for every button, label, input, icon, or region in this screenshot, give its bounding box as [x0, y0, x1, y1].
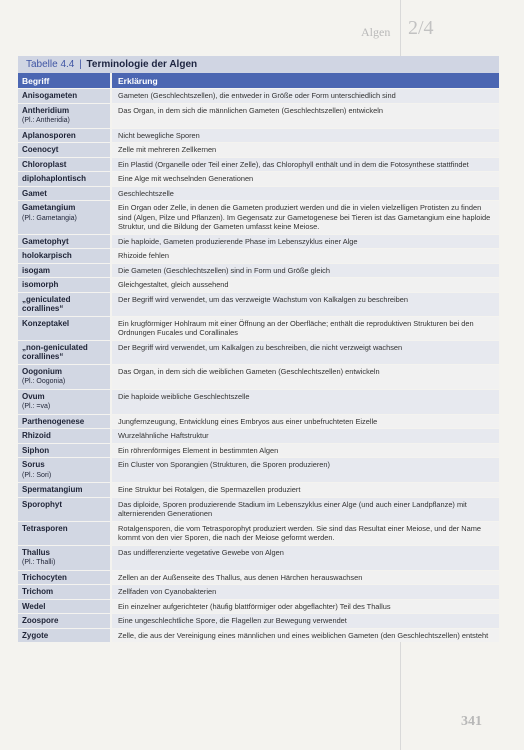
- definition-cell: Zellfaden von Cyanobakterien: [110, 584, 499, 599]
- table-row: [18, 443, 499, 458]
- definition-cell: Die haploide, Gameten produzierende Phase im Lebenszyklus einer Alge: [110, 234, 499, 249]
- table-row: [18, 277, 499, 292]
- definition-cell: Das undifferenzierte vegetative Gewebe von Algen: [110, 545, 499, 570]
- term-text: Wedel: [22, 601, 46, 611]
- definition-cell: Das Organ, in dem sich die männlichen Gameten (Geschlechtszellen) entwickeln: [110, 103, 499, 128]
- table-row: [18, 628, 499, 643]
- term-text: Spermatangium: [22, 485, 83, 494]
- definition-cell: Geschlechtszelle: [110, 186, 499, 201]
- term-cell: [18, 521, 110, 545]
- term-cell: [18, 263, 110, 278]
- term-text: Anisogameten: [22, 91, 78, 100]
- term-text: Antheridium: [22, 105, 70, 115]
- definition-cell: Zelle mit mehreren Zellkernen: [110, 142, 499, 157]
- table-row: [18, 200, 499, 234]
- term-cell: [18, 613, 110, 628]
- term-cell: [18, 443, 110, 458]
- term-cell: [18, 103, 110, 128]
- term-text: Konzeptakel: [22, 318, 70, 328]
- running-header-chapter: 2/4: [408, 17, 434, 39]
- definition-cell: Ein röhrenförmiges Element in bestimmten Algen: [110, 443, 499, 458]
- term-text: Chloroplast: [22, 159, 67, 169]
- term-cell: [18, 364, 110, 389]
- definition-cell: Rhizoide fehlen: [110, 248, 499, 263]
- table-row: [18, 584, 499, 599]
- definition-cell: Ein krugförmiger Hohlraum mit einer Öffnung an der Oberfläche; enthält die reproduktiven Strukturen bei den Ordnungen Fucales und Corallinales: [110, 316, 499, 340]
- table-row: [18, 316, 499, 340]
- definition-cell: Gleichgestaltet, gleich aussehend: [110, 277, 499, 292]
- table-grid: [18, 73, 499, 642]
- term-text: Tetrasporen: [22, 523, 68, 533]
- definition-cell: Wurzelähnliche Haftstruktur: [110, 428, 499, 443]
- term-text: Gamet: [22, 188, 47, 198]
- definition-cell: Zelle, die aus der Vereinigung eines männlichen und eines weiblichen Gameten (den Geschlechtszellen) entsteht: [110, 628, 499, 643]
- term-plural: (Pl.: =va): [22, 403, 51, 410]
- definition-cell: Das Organ, in dem sich die weiblichen Gameten (Geschlechtszellen) entwickeln: [110, 364, 499, 389]
- definition-cell: Die haploide weibliche Geschlechtszelle: [110, 389, 499, 414]
- table-row: [18, 157, 499, 172]
- term-text: Oogonium: [22, 366, 62, 376]
- table-row: [18, 364, 499, 389]
- term-plural: (Pl.: Antheridia): [22, 117, 70, 124]
- term-cell: [18, 88, 110, 103]
- term-text: Aplanosporen: [22, 130, 76, 140]
- table-row: [18, 545, 499, 570]
- column-header-term: Begriff: [18, 73, 110, 88]
- definition-cell: Ein Organ oder Zelle, in denen die Gameten produziert werden und die in vielen vielzelligen Protisten zu finden sind (Algen, Pilze und Pflanzen). Im Gegensatz zur Gametogenese bei Tieren ist das Gametangium eine haploide Struktur, und die Bildung der Gameten umfasst keine Meiose.: [110, 200, 499, 234]
- term-text: Siphon: [22, 445, 50, 455]
- term-cell: [18, 128, 110, 143]
- table-row: [18, 457, 499, 482]
- term-cell: [18, 200, 110, 234]
- term-text: „non-geniculated corallines“: [22, 342, 88, 361]
- term-cell: [18, 340, 110, 364]
- definition-cell: Der Begriff wird verwendet, um Kalkalgen zu beschreiben, die nicht verzweigt wachsen: [110, 340, 499, 364]
- table-body: [18, 88, 499, 642]
- table-row: [18, 263, 499, 278]
- table-row: [18, 171, 499, 186]
- table-row: [18, 88, 499, 103]
- term-text: holokarpisch: [22, 251, 72, 260]
- table-row: [18, 186, 499, 201]
- table-row: [18, 389, 499, 414]
- term-text: Parthenogenese: [22, 416, 85, 426]
- term-text: Sporophyt: [22, 499, 62, 509]
- term-text: Rhizoid: [22, 431, 51, 440]
- term-text: Gametangium: [22, 203, 76, 212]
- term-cell: [18, 316, 110, 340]
- table-row: [18, 234, 499, 249]
- term-cell: [18, 186, 110, 201]
- term-cell: [18, 599, 110, 614]
- term-cell: [18, 292, 110, 316]
- term-text: Sorus: [22, 460, 45, 469]
- definition-cell: Eine ungeschlechtliche Spore, die Flagellen zur Bewegung verwendet: [110, 613, 499, 628]
- table-row: [18, 414, 499, 429]
- term-text: Coenocyt: [22, 145, 59, 154]
- definition-cell: Ein einzelner aufgerichteter (häufig blattförmiger oder abgeflachter) Teil des Thallus: [110, 599, 499, 614]
- table-caption: [18, 56, 499, 73]
- term-cell: [18, 171, 110, 186]
- definition-cell: Nicht bewegliche Sporen: [110, 128, 499, 143]
- definition-cell: Eine Struktur bei Rotalgen, die Spermazellen produziert: [110, 482, 499, 497]
- column-header-definition: Erklärung: [110, 73, 499, 88]
- term-cell: [18, 248, 110, 263]
- term-cell: [18, 584, 110, 599]
- term-cell: [18, 570, 110, 585]
- term-cell: [18, 545, 110, 570]
- term-cell: [18, 414, 110, 429]
- term-cell: [18, 157, 110, 172]
- page-number: 341: [461, 714, 482, 729]
- term-text: isogam: [22, 265, 51, 275]
- definition-cell: Zellen an der Außenseite des Thallus, aus denen Härchen herauswachsen: [110, 570, 499, 585]
- table-row: [18, 428, 499, 443]
- term-cell: [18, 142, 110, 157]
- table-header-row: [18, 73, 499, 88]
- table-row: [18, 482, 499, 497]
- term-cell: [18, 457, 110, 482]
- table-row: [18, 570, 499, 585]
- term-cell: [18, 497, 110, 521]
- term-plural: (Pl.: Oogonia): [22, 378, 66, 385]
- term-text: Trichocyten: [22, 572, 67, 582]
- term-text: „geniculated corallines“: [22, 294, 71, 313]
- term-plural: (Pl.: Gametangia): [22, 214, 77, 222]
- definition-cell: Eine Alge mit wechselnden Generationen: [110, 171, 499, 186]
- table-row: [18, 521, 499, 545]
- table-row: [18, 340, 499, 364]
- definition-cell: Ein Plastid (Organelle oder Teil einer Zelle), das Chlorophyll enthält und in dem die Fotosynthese stattfindet: [110, 157, 499, 172]
- term-text: Ovum: [22, 391, 45, 401]
- term-text: diplohaplontisch: [22, 174, 86, 183]
- term-plural: (Pl.: Thalli): [22, 559, 56, 566]
- term-text: Zygote: [22, 630, 49, 640]
- term-text: Trichom: [22, 587, 54, 596]
- table-row: [18, 248, 499, 263]
- table-row: [18, 497, 499, 521]
- table-row: [18, 128, 499, 143]
- table-row: [18, 292, 499, 316]
- terminology-table: [18, 56, 499, 642]
- term-plural: (Pl.: Sori): [22, 471, 52, 479]
- table-row: [18, 599, 499, 614]
- table-caption-label: Tabelle 4.4: [26, 59, 75, 70]
- term-cell: [18, 428, 110, 443]
- term-cell: [18, 628, 110, 643]
- term-cell: [18, 482, 110, 497]
- table-caption-separator: |: [79, 59, 82, 70]
- term-text: Thallus: [22, 547, 51, 557]
- term-cell: [18, 389, 110, 414]
- definition-cell: Gameten (Geschlechtszellen), die entweder in Größe oder Form unterschiedlich sind: [110, 88, 499, 103]
- term-cell: [18, 234, 110, 249]
- definition-cell: Der Begriff wird verwendet, um das verzweigte Wachstum von Kalkalgen zu beschreiben: [110, 292, 499, 316]
- running-header-title: Algen: [361, 25, 391, 39]
- table-caption-title: Terminologie der Algen: [86, 59, 198, 70]
- table-row: [18, 613, 499, 628]
- term-text: Zoospore: [22, 616, 59, 625]
- table-row: [18, 142, 499, 157]
- term-text: isomorph: [22, 280, 59, 289]
- definition-cell: Jungfernzeugung, Entwicklung eines Embryos aus einer unbefruchteten Eizelle: [110, 414, 499, 429]
- definition-cell: Das diploide, Sporen produzierende Stadium im Lebenszyklus einer Alge (und auch einer Landpflanze) mit alternierenden Generationen: [110, 497, 499, 521]
- table-row: [18, 103, 499, 128]
- definition-cell: Rotalgensporen, die vom Tetrasporophyt produziert werden. Sie sind das Resultat einer Meiose, und der Name kommt von den vier Sporen, die nach der Meiose geformt werden.: [110, 521, 499, 545]
- definition-cell: Ein Cluster von Sporangien (Strukturen, die Sporen produzieren): [110, 457, 499, 482]
- definition-cell: Die Gameten (Geschlechtszellen) sind in Form und Größe gleich: [110, 263, 499, 278]
- term-cell: [18, 277, 110, 292]
- term-text: Gametophyt: [22, 236, 69, 246]
